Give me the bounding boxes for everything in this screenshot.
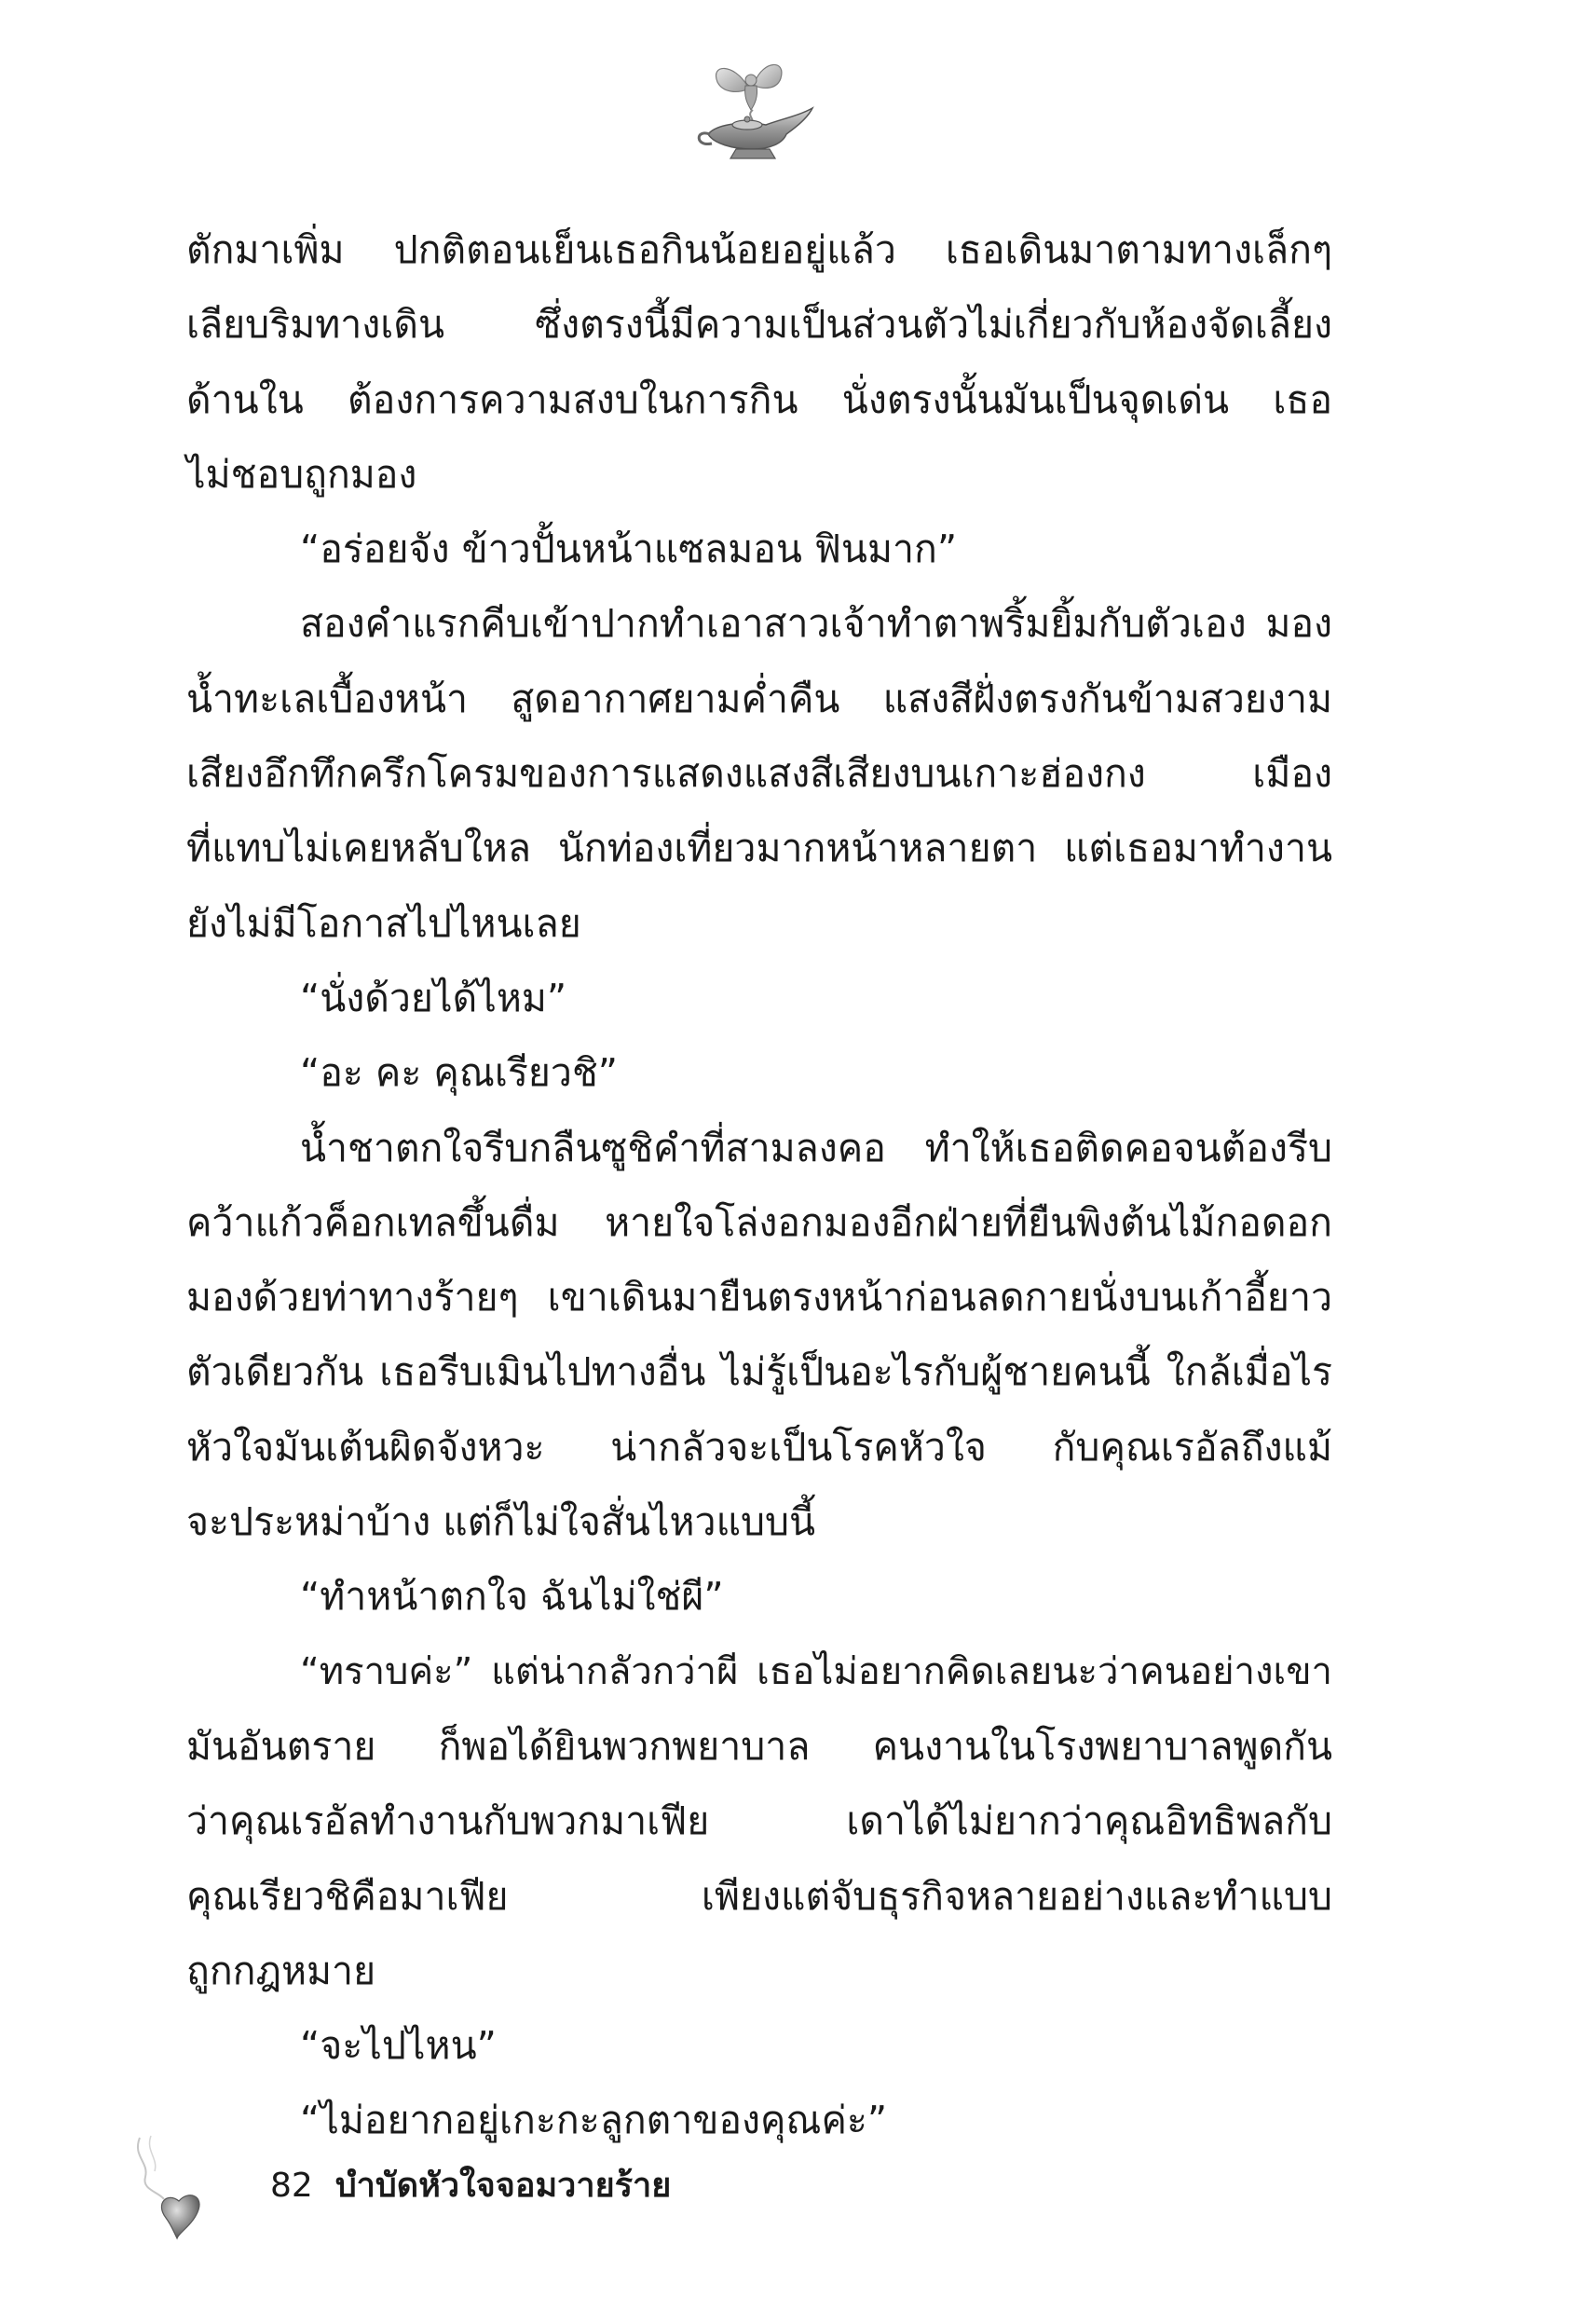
text-line: คว้าแก้วค็อกเทลขึ้นดื่ม หายใจโล่งอกมองอีกฝ่ายที่ยืนพิงต้นไม้กอดอก [186, 1199, 1332, 1245]
text-line: “ไม่อยากอยู่เกะกะลูกตาของคุณค่ะ” [300, 2098, 888, 2143]
heart-swirl-icon [130, 2134, 242, 2246]
book-title: บำบัดหัวใจจอมวายร้าย [334, 2167, 672, 2205]
text-line: ว่าคุณเรอัลทำงานกับพวกมาเฟีย เดาได้ไม่ยากว่าคุณอิทธิพลกับ [186, 1798, 1332, 1844]
heart-swirl-svg [130, 2134, 242, 2246]
text-line: ตักมาเพิ่ม ปกติตอนเย็นเธอกินน้อยอยู่แล้ว เธอเดินมาตามทางเล็กๆ [186, 227, 1332, 272]
text-line: ตัวเดียวกัน เธอรีบเมินไปทางอื่น ไม่รู้เป็นอะไรกับผู้ชายคนนี้ ใกล้เมื่อไร [186, 1349, 1332, 1395]
text-line: หัวใจมันเต้นผิดจังหวะ น่ากลัวจะเป็นโรคหัวใจ กับคุณเรอัลถึงแม้ [186, 1424, 1332, 1470]
text-line: น้ำทะเลเบื้องหน้า สูดอากาศยามค่ำคืน แสงสีฝั่งตรงกันข้ามสวยงาม [186, 676, 1332, 721]
text-line: “ทราบค่ะ” แต่น่ากลัวกว่าผี เธอไม่อยากคิดเลยนะว่าคนอย่างเขา [300, 1649, 1332, 1693]
body-text [186, 212, 1332, 2158]
magic-lamp-ornament-svg [689, 54, 825, 166]
page-number: 82 [270, 2167, 313, 2205]
text-line: ถูกกฎหมาย [186, 1948, 376, 1993]
text-line: จะประหม่าบ้าง แต่ก็ไม่ใจสั่นไหวแบบนี้ [186, 1499, 816, 1545]
text-line: ด้านใน ต้องการความสงบในการกิน นั่งตรงนั้นมันเป็นจุดเด่น เธอ [186, 376, 1332, 422]
text-line: ไม่ชอบถูกมอง [186, 451, 417, 497]
text-line: “ทำหน้าตกใจ ฉันไม่ใช่ผี” [300, 1574, 724, 1620]
text-line: น้ำชาตกใจรีบกลืนซูชิคำที่สามลงคอ ทำให้เธอติดคอจนต้องรีบ [300, 1125, 1332, 1170]
text-line: เสียงอึกทึกครึกโครมของการแสดงแสงสีเสียงบนเกาะฮ่องกง เมือง [186, 751, 1332, 797]
text-line: “นั่งด้วยได้ไหม” [300, 975, 567, 1020]
magic-lamp-ornament-icon [689, 54, 825, 166]
text-line: คุณเรียวชิคือมาเฟีย เพียงแต่จับธุรกิจหลายอย่างและทำแบบ [186, 1873, 1332, 1919]
text-line: ที่แทบไม่เคยหลับใหล นักท่องเที่ยวมากหน้าหลายตา แต่เธอมาทำงาน [186, 826, 1332, 871]
text-line: “จะไปไหน” [300, 2023, 497, 2069]
text-line: มองด้วยท่าทางร้ายๆ เขาเดินมายืนตรงหน้าก่อนลดกายนั่งบนเก้าอี้ยาว [186, 1275, 1332, 1320]
text-line: มันอันตราย ก็พอได้ยินพวกพยาบาล คนงานในโรงพยาบาลพูดกัน [186, 1723, 1332, 1769]
text-line: ยังไม่มีโอกาสไปไหนเลย [186, 900, 581, 946]
text-line: สองคำแรกคีบเข้าปากทำเอาสาวเจ้าทำตาพริ้มยิ้มกับตัวเอง มอง [300, 601, 1332, 647]
text-line: เลียบริมทางเดิน ซึ่งตรงนี้มีความเป็นส่วนตัวไม่เกี่ยวกับห้องจัดเลี้ยง [186, 302, 1332, 348]
text-line: “อะ คะ คุณเรียวชิ” [300, 1050, 619, 1096]
page-footer [270, 2158, 671, 2214]
text-line: “อร่อยจัง ข้าวปั้นหน้าแซลมอน ฟินมาก” [300, 526, 958, 572]
